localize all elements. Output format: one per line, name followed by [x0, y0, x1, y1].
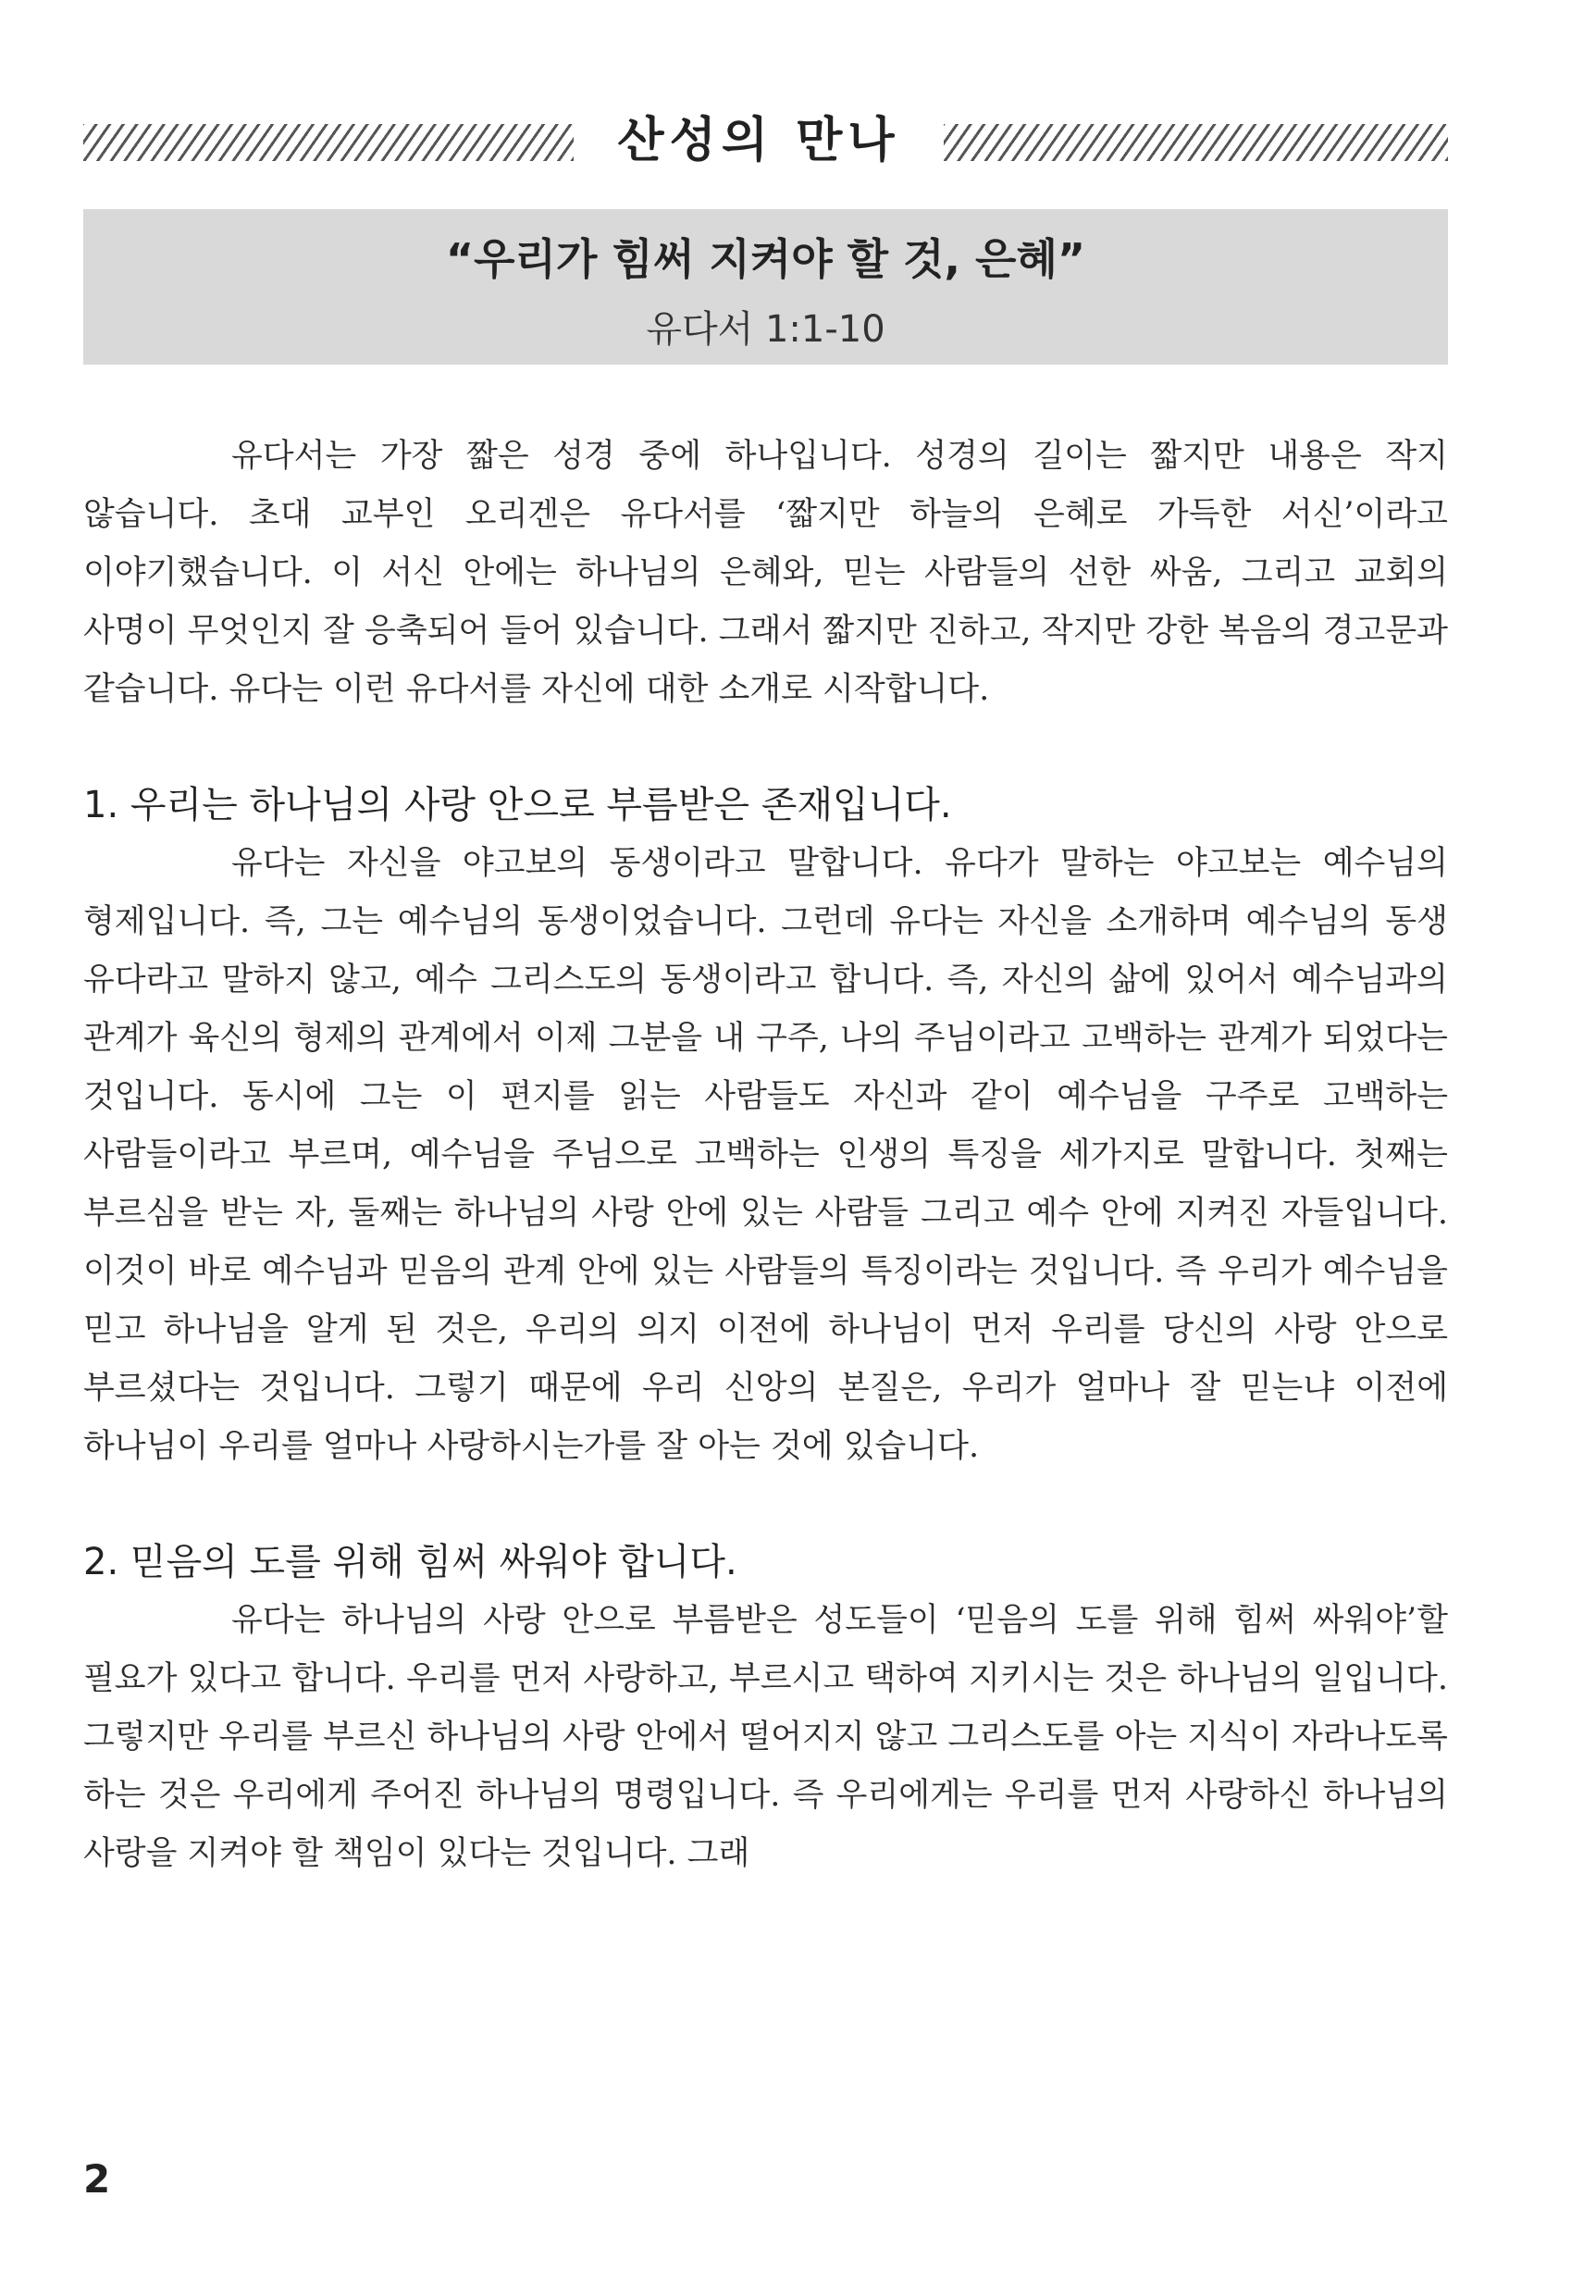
page-number: 2: [83, 2156, 111, 2202]
intro-paragraph: 유다서는 가장 짧은 성경 중에 하나입니다. 성경의 길이는 짧지만 내용은 작지 않습니다. 초대 교부인 오리겐은 유다서를 ‘짧지만 하늘의 은혜로 가득한 서신’이라고 이야기했습니다. 이 서신 안에는 하나님의 은혜와, 믿는 사람들의 선한 싸움, 그리고 교회의 사명이 무엇인지 잘 응축되어 들어 있습니다. 그래서 짧지만 진하고, 작지만 강한 복음의 경고문과 같습니다. 유다는 이런 유다서를 자신에 대한 소개로 시작합니다.: [83, 438, 1448, 708]
sermon-title: “우리가 힘써 지켜야 할 것, 은혜”: [445, 234, 1086, 284]
spacer: [83, 1476, 1448, 1533]
header-hatch-left: [83, 124, 574, 161]
section-title: 산성의 만나: [617, 113, 900, 168]
scripture-reference: 유다서 1:1-10: [646, 308, 885, 351]
section-1-paragraph: 유다는 자신을 야고보의 동생이라고 말합니다. 유다가 말하는 야고보는 예수님의 형제입니다. 즉, 그는 예수님의 동생이었습니다. 그런데 유다는 자신을 소개하며 예수님의 동생 유다라고 말하지 않고, 예수 그리스도의 동생이라고 합니다. 즉, 자신의 삶에 있어서 예수님과의 관계가 육신의 형제의 관계에서 이제 그분을 내 구주, 나의 주님이라고 고백하는 관계가 되었다는 것입니다. 동시에 그는 이 편지를 읽는 사람들도 자신과 같이 예수님을 구주로 고백하는 사람들이라고 부르며, 예수님을 주님으로 고백하는 인생의 특징을 세가지로 말합니다. 첫째는 부르심을 받는 자, 둘째는 하나님의 사랑 안에 있는 사람들 그리고 예수 안에 지켜진 자들입니다. 이것이 바로 예수님과 믿음의 관계 안에 있는 사람들의 특징이라는 것입니다. 즉 우리가 예수님을 믿고 하나님을 알게 된 것은, 우리의 의지 이전에 하나님이 먼저 우리를 당신의 사랑 안으로 부르셨다는 것입니다. 그렇기 때문에 우리 신앙의 본질은, 우리가 얼마나 잘 믿는냐 이전에 하나님이 우리를 얼마나 사랑하시는가를 잘 아는 것에 있습니다.: [83, 845, 1448, 1465]
section-2-heading: 2. 믿음의 도를 위해 힘써 싸워야 합니다.: [83, 1541, 737, 1583]
section-2-paragraph: 유다는 하나님의 사랑 안으로 부름받은 성도들이 ‘믿음의 도를 위해 힘써 싸워야’할 필요가 있다고 합니다. 우리를 먼저 사랑하고, 부르시고 택하여 지키시는 것은 하나님의 일입니다. 그렇지만 우리를 부르신 하나님의 사랑 안에서 떨어지지 않고 그리스도를 아는 지식이 자라나도록 하는 것은 우리에게 주어진 하나님의 명령입니다. 즉 우리에게는 우리를 먼저 사랑하신 하나님의 사랑을 지켜야 할 책임이 있다는 것입니다. 그래: [83, 1602, 1448, 1872]
header-hatch-right: [944, 124, 1448, 161]
body-content: [83, 428, 1448, 1883]
title-box: [83, 209, 1448, 365]
spacer: [83, 719, 1448, 776]
section-1-heading: 1. 우리는 하나님의 사랑 안으로 부름받은 존재입니다.: [83, 784, 952, 826]
